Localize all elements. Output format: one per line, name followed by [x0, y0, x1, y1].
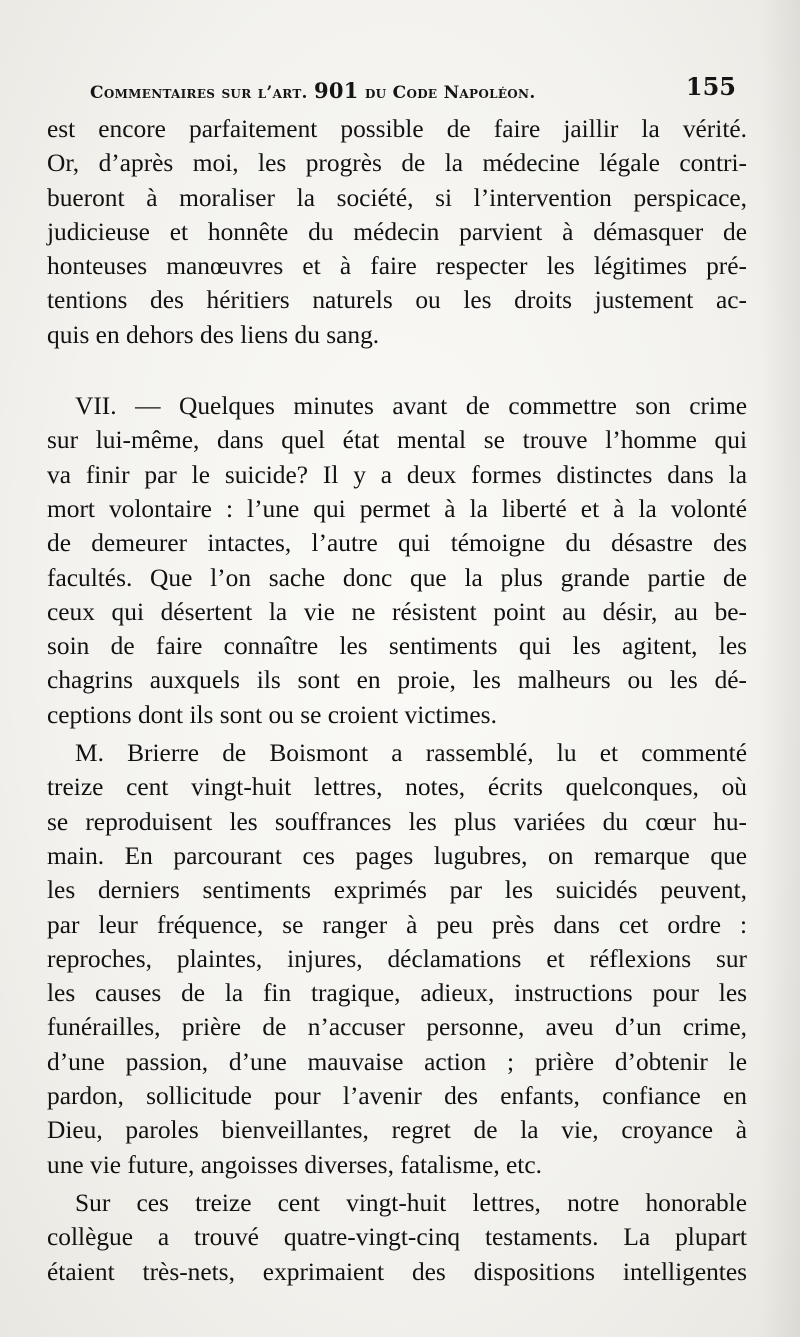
page-number: 155	[685, 72, 736, 101]
text-line: ceux qui désertent la vie ne résistent point au désir, au be-	[47, 597, 747, 626]
text-line: quis en dehors des liens du sang.	[47, 320, 380, 349]
text-line: honteuses manœuvres et à faire respecter les légitimes pré-	[47, 252, 747, 281]
text-line: tentions des héritiers naturels ou les droits justement ac-	[47, 286, 747, 315]
text-line: est encore parfaitement possible de faire jaillir la vérité.	[47, 115, 747, 143]
text-line: pardon, sollicitude pour l’avenir des enfants, confiance en	[47, 1082, 747, 1111]
body-text	[47, 112, 747, 1289]
paragraph-2	[47, 389, 747, 732]
text-line: mort volontaire : l’une qui permet à la liberté et à la volonté	[47, 494, 747, 523]
running-title-before: Commentaires sur l’art.	[90, 83, 308, 103]
text-line: M. Brierre de Boismont a rassemblé, lu et commenté	[75, 739, 747, 768]
text-line: d’une passion, d’une mauvaise action ; prière d’obtenir le	[47, 1047, 747, 1076]
text-line: les derniers sentiments exprimés par les suicidés peuvent,	[47, 876, 747, 905]
text-line: par leur fréquence, se ranger à peu près dans cet ordre :	[47, 910, 747, 939]
paragraph-1	[47, 112, 747, 352]
text-line: reproches, plaintes, injures, déclamations et réflexions sur	[47, 944, 747, 973]
running-title	[90, 78, 536, 103]
paragraph-4	[47, 1186, 747, 1289]
running-header	[90, 70, 740, 110]
text-line: funérailles, prière de n’accuser personne, aveu d’un crime,	[47, 1013, 747, 1042]
text-line: les causes de la fin tragique, adieux, instructions pour les	[47, 979, 747, 1008]
text-line: Or, d’après moi, les progrès de la médecine légale contri-	[47, 149, 747, 178]
text-line: Dieu, paroles bienveillantes, regret de la vie, croyance à	[47, 1116, 747, 1145]
text-line: collègue a trouvé quatre-vingt-cinq testaments. La plupart	[47, 1223, 747, 1252]
text-line: sur lui-même, dans quel état mental se trouve l’homme qui	[47, 426, 747, 455]
text-line: soin de faire connaître les sentiments qui les agitent, les	[47, 632, 747, 661]
text-line: bueront à moraliser la société, si l’intervention perspicace,	[47, 183, 747, 212]
text-line: ceptions dont ils sont ou se croient victimes.	[47, 700, 497, 729]
section-heading-line: VII. — Quelques minutes avant de commettre son crime	[75, 392, 747, 421]
text-line: treize cent vingt-huit lettres, notes, écrits quelconques, où	[47, 773, 747, 802]
text-line: étaient très-nets, exprimaient des dispositions intelligentes	[47, 1257, 747, 1286]
text-line: une vie future, angoisses diverses, fatalisme, etc.	[47, 1150, 542, 1179]
text-line: va finir par le suicide? Il y a deux formes distinctes dans la	[47, 460, 747, 489]
text-line: main. En parcourant ces pages lugubres, on remarque que	[47, 841, 747, 870]
text-line: judicieuse et honnête du médecin parvient à démasquer de	[47, 217, 747, 246]
page-edge-shadow	[760, 0, 800, 1337]
text-line: Sur ces treize cent vingt-huit lettres, notre honorable	[75, 1188, 747, 1217]
paragraph-3	[47, 736, 747, 1182]
text-line: chagrins auxquels ils sont en proie, les malheurs ou les dé-	[47, 666, 747, 695]
running-title-after: du Code Napoléon.	[364, 83, 536, 103]
text-line: facultés. Que l’on sache donc que la plus grande partie de	[47, 563, 747, 592]
section-gap	[47, 352, 747, 389]
article-number: 901	[313, 78, 359, 103]
text-line: de demeurer intactes, l’autre qui témoigne du désastre des	[47, 529, 747, 558]
text-line: se reproduisent les souffrances les plus variées du cœur hu-	[47, 807, 747, 836]
